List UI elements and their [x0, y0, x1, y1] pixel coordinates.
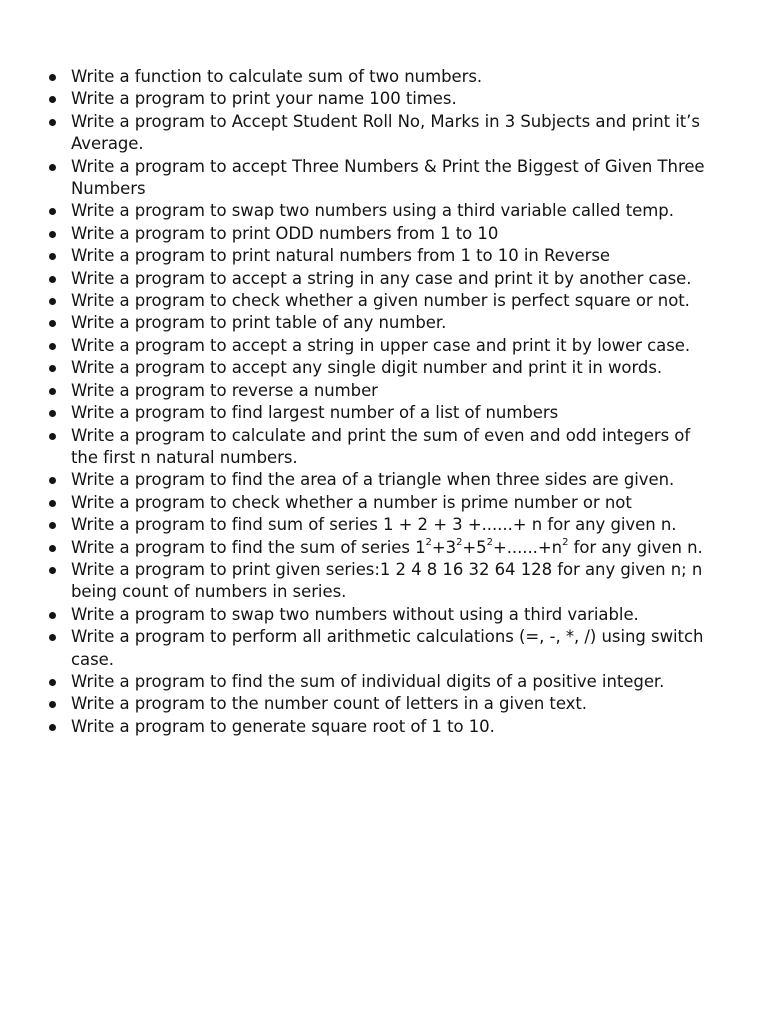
superscript: 2	[562, 537, 569, 549]
list-item	[48, 290, 708, 312]
list-item-text: Write a program to find the area of a triangle when three sides are given.	[71, 470, 675, 490]
list-item	[48, 425, 708, 470]
text-run: +5	[462, 537, 487, 557]
list-item-text: Write a program to check whether a given number is perfect square or not.	[71, 291, 690, 311]
list-item	[48, 492, 708, 514]
list-item	[48, 604, 708, 626]
bullet-icon	[49, 679, 56, 686]
bullet-icon	[49, 320, 56, 327]
bullet-icon	[49, 96, 56, 103]
bullet-icon	[49, 231, 56, 238]
list-item-text: Write a function to calculate sum of two numbers.	[71, 67, 483, 86]
list-item	[48, 156, 708, 201]
list-item-text: Write a program to accept Three Numbers & Print the Biggest of Given Three Numbers	[71, 156, 705, 199]
list-item-text	[71, 538, 703, 557]
list-item-text: Write a program to swap two numbers without using a third variable.	[71, 604, 639, 624]
list-item	[48, 537, 708, 559]
list-item-text: Write a program to generate square root of 1 to 10.	[71, 716, 495, 736]
list-item-text: Write a program to find sum of series 1 + 2 + 3 +......+ n for any given n.	[71, 515, 677, 535]
list-item	[48, 514, 708, 536]
bullet-icon	[49, 612, 56, 619]
list-item	[48, 200, 708, 222]
bullet-icon	[49, 701, 56, 708]
list-item	[48, 693, 708, 715]
list-item	[48, 245, 708, 267]
bullet-icon	[49, 567, 56, 574]
list-item	[48, 312, 708, 334]
list-item-text: Write a program to check whether a number is prime number or not	[71, 492, 632, 512]
list-item	[48, 671, 708, 693]
list-item-text: Write a program to calculate and print the sum of even and odd integers of the first n natural numbers.	[71, 425, 691, 467]
list-item-text: Write a program to perform all arithmetic calculations (=, -, *, /) using switch case.	[71, 627, 704, 669]
bullet-icon	[49, 724, 56, 731]
list-item	[48, 716, 708, 738]
list-item	[48, 66, 708, 88]
text-run: Write a program to find the sum of series 1	[71, 537, 426, 557]
bullet-icon	[49, 634, 56, 641]
list-item	[48, 223, 708, 245]
bullet-icon	[49, 208, 56, 215]
exercise-list	[48, 66, 708, 738]
list-item	[48, 402, 708, 424]
list-item-text: Write a program to find the sum of individual digits of a positive integer.	[71, 671, 665, 691]
list-item-text: Write a program to print table of any number.	[71, 313, 447, 333]
list-item	[48, 111, 708, 156]
list-item	[48, 88, 708, 110]
list-item-text: Write a program to print your name 100 times.	[71, 89, 457, 109]
bullet-icon	[49, 74, 56, 81]
bullet-icon	[49, 500, 56, 507]
list-item-text: Write a program to reverse a number	[71, 380, 378, 400]
text-run: +......+n	[492, 537, 563, 557]
list-item-text: Write a program to accept a string in upper case and print it by lower case.	[71, 335, 691, 355]
list-item	[48, 559, 708, 604]
bullet-icon	[49, 433, 56, 440]
list-item-text: Write a program to the number count of letters in a given text.	[71, 694, 587, 714]
bullet-icon	[49, 119, 56, 126]
text-run: for any given n.	[568, 537, 703, 557]
bullet-icon	[49, 253, 56, 260]
bullet-icon	[49, 365, 56, 372]
list-item-text: Write a program to print ODD numbers from 1 to 10	[71, 223, 499, 243]
list-item	[48, 626, 708, 671]
list-item-text: Write a program to print given series:1 2 4 8 16 32 64 128 for any given n; n being count of numbers in series.	[71, 559, 703, 602]
list-item	[48, 335, 708, 357]
list-item-text: Write a program to print natural numbers from 1 to 10 in Reverse	[71, 246, 610, 266]
list-item-text: Write a program to accept any single digit number and print it in words.	[71, 358, 663, 378]
bullet-icon	[49, 164, 56, 171]
superscript: 2	[425, 537, 432, 549]
list-item	[48, 380, 708, 402]
superscript: 2	[486, 537, 493, 549]
bullet-icon	[49, 343, 56, 350]
list-item	[48, 268, 708, 290]
list-item-text: Write a program to accept a string in any case and print it by another case.	[71, 268, 692, 288]
text-run: +3	[431, 537, 457, 557]
bullet-icon	[49, 388, 56, 395]
list-item-text: Write a program to find largest number of a list of numbers	[71, 403, 559, 423]
list-item	[48, 469, 708, 491]
list-item-text: Write a program to swap two numbers using a third variable called temp.	[71, 201, 674, 221]
list-item-text: Write a program to Accept Student Roll No, Marks in 3 Subjects and print it’s Average.	[71, 111, 700, 154]
bullet-icon	[49, 298, 56, 305]
bullet-icon	[49, 410, 56, 417]
bullet-icon	[49, 477, 56, 484]
superscript: 2	[456, 537, 463, 549]
bullet-icon	[49, 276, 56, 283]
bullet-icon	[49, 522, 56, 529]
bullet-icon	[49, 545, 56, 552]
list-item	[48, 357, 708, 379]
